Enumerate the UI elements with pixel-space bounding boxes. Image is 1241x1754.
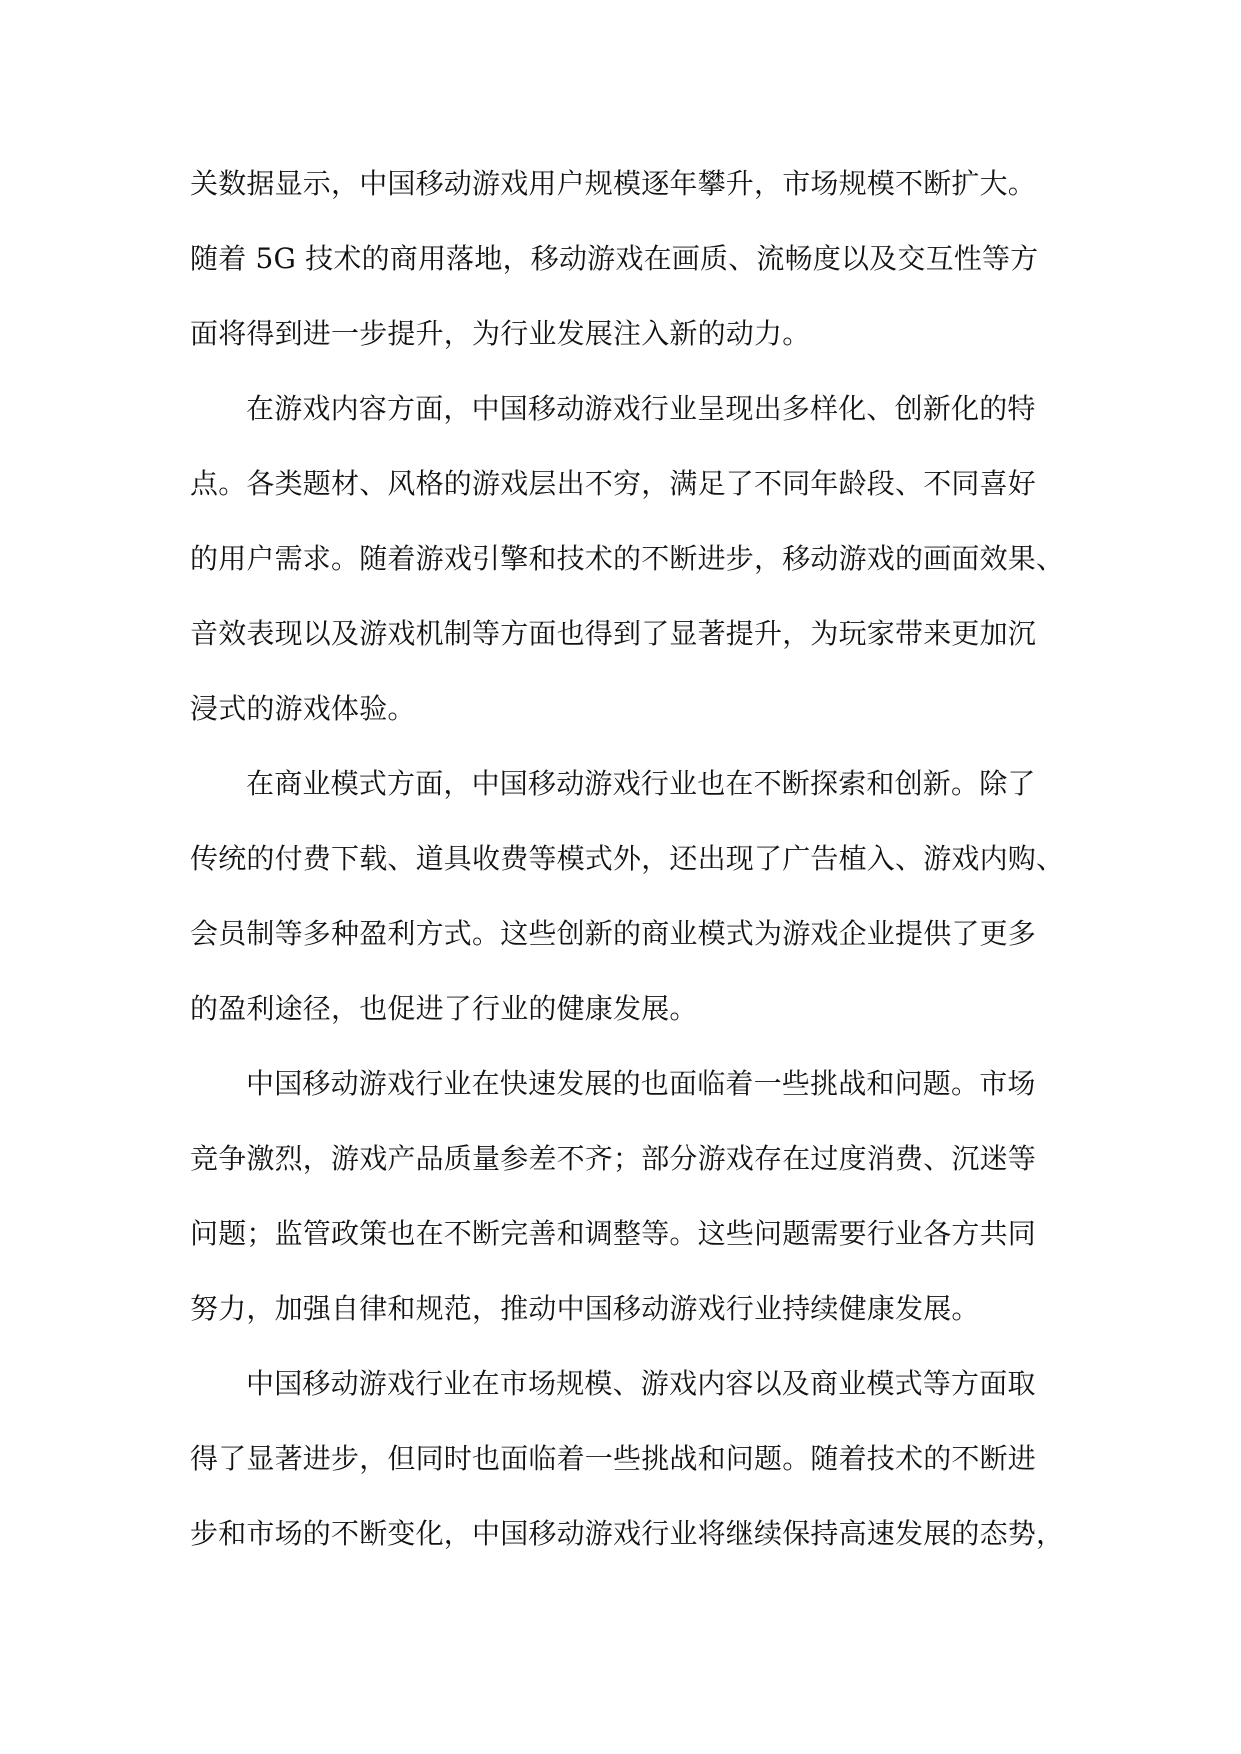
text-line: 步和市场的不断变化，中国移动游戏行业将继续保持高速发展的态势， <box>190 1517 1065 1550</box>
text-line: 关数据显示，中国移动游戏用户规模逐年攀升，市场规模不断扩大。 <box>190 167 1037 200</box>
text-line: 点。各类题材、风格的游戏层出不穷，满足了不同年龄段、不同喜好 <box>190 467 1037 500</box>
paragraph-first-line: 中国移动游戏行业在市场规模、游戏内容以及商业模式等方面取 <box>246 1367 1036 1400</box>
text-line: 浸式的游戏体验。 <box>190 692 416 725</box>
text-line: 传统的付费下载、道具收费等模式外，还出现了广告植入、游戏内购、 <box>190 842 1065 875</box>
paragraph-first-line: 在游戏内容方面，中国移动游戏行业呈现出多样化、创新化的特 <box>246 392 1036 425</box>
paragraph-first-line: 中国移动游戏行业在快速发展的也面临着一些挑战和问题。市场 <box>246 1067 1036 1100</box>
text-line: 的盈利途径，也促进了行业的健康发展。 <box>190 992 698 1025</box>
text-line: 问题；监管政策也在不断完善和调整等。这些问题需要行业各方共同 <box>190 1217 1037 1250</box>
paragraph-first-line: 在商业模式方面，中国移动游戏行业也在不断探索和创新。除了 <box>246 767 1036 800</box>
text-line: 会员制等多种盈利方式。这些创新的商业模式为游戏企业提供了更多 <box>190 917 1037 950</box>
text-line: 随着 5G 技术的商用落地，移动游戏在画质、流畅度以及交互性等方 <box>190 242 1039 275</box>
text-line: 努力，加强自律和规范，推动中国移动游戏行业持续健康发展。 <box>190 1292 980 1325</box>
text-line: 音效表现以及游戏机制等方面也得到了显著提升，为玩家带来更加沉 <box>190 617 1037 650</box>
text-line: 面将得到进一步提升，为行业发展注入新的动力。 <box>190 317 811 350</box>
text-line: 竞争激烈，游戏产品质量参差不齐；部分游戏存在过度消费、沉迷等 <box>190 1142 1037 1175</box>
text-line: 的用户需求。随着游戏引擎和技术的不断进步，移动游戏的画面效果、 <box>190 542 1065 575</box>
body-text <box>190 146 1065 1571</box>
text-line: 得了显著进步，但同时也面临着一些挑战和问题。随着技术的不断进 <box>190 1442 1037 1475</box>
